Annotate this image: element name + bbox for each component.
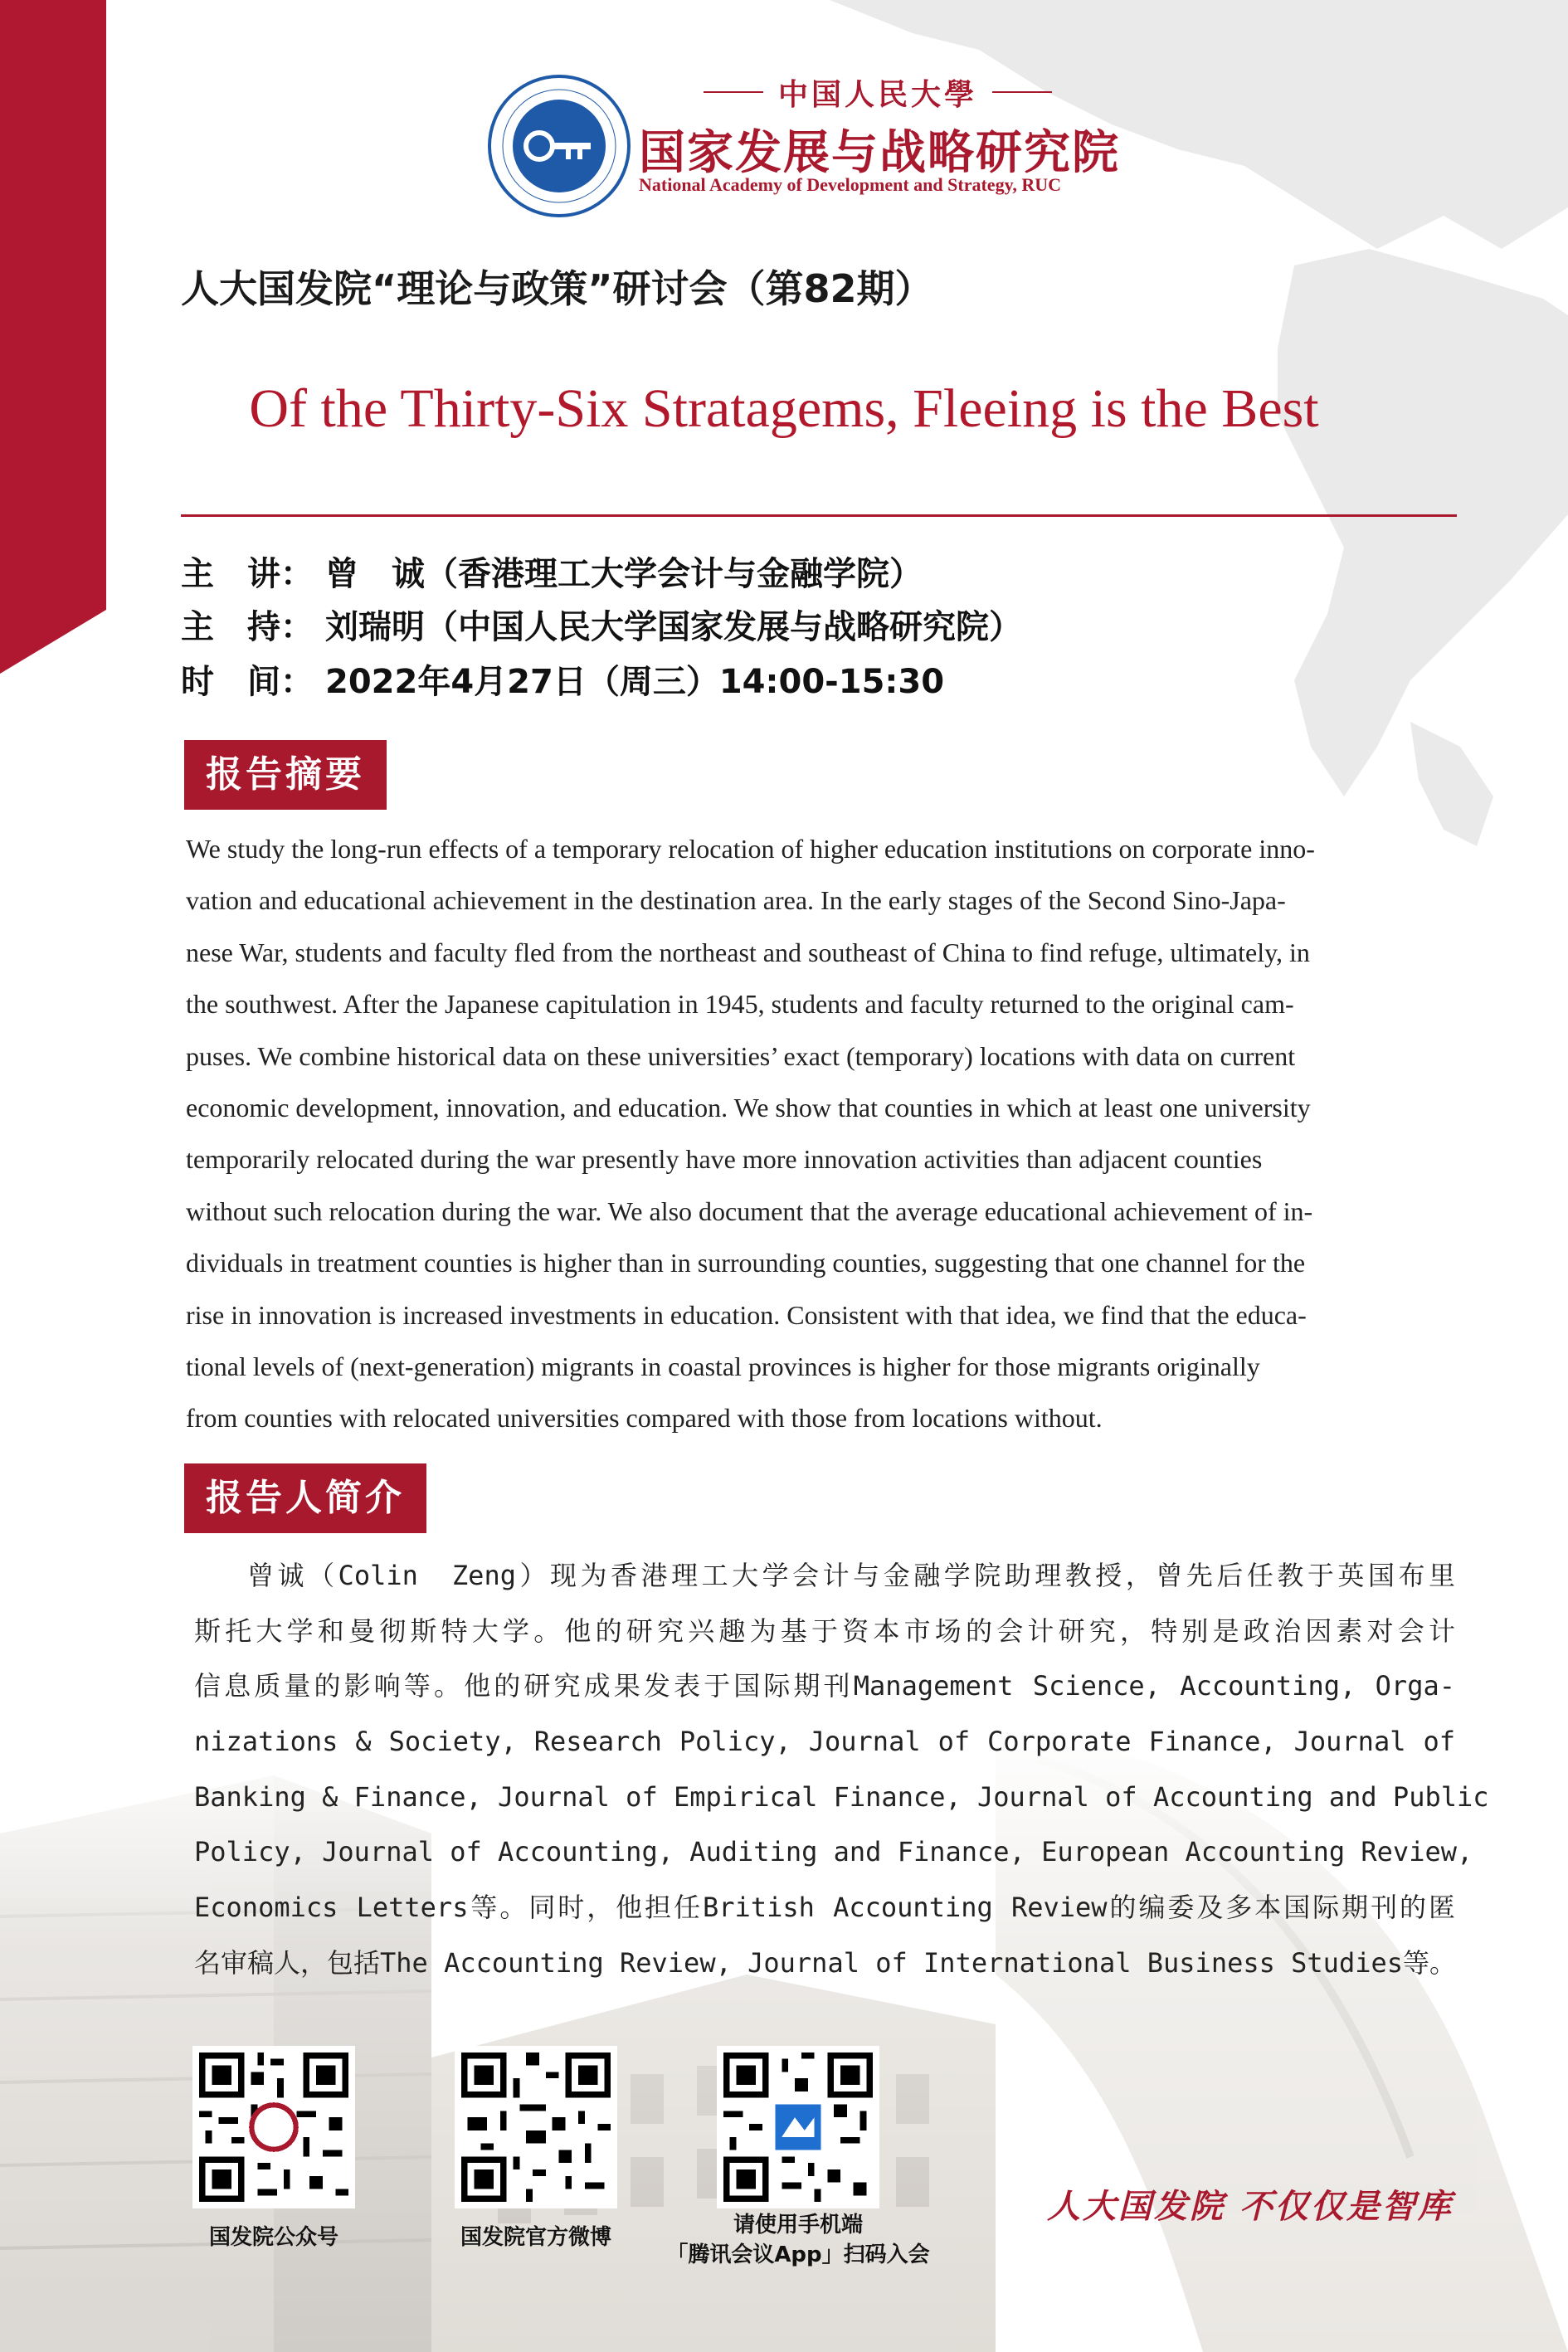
decor-line-left: [704, 91, 763, 93]
bio-line: Policy, Journal of Accounting, Auditing and Finance, European Accounting Review,: [194, 1836, 1473, 1868]
think-tank-seal-logo: [486, 73, 632, 219]
red-side-bar: [0, 0, 106, 674]
academy-name-cn: 国家发展与战略研究院: [639, 125, 1120, 180]
qr-caption-tencent-meeting: [664, 2210, 933, 2270]
abstract-line: economic development, innovation, and education. We show that counties in which at least one university: [186, 1092, 1311, 1122]
host-label: 主 持：: [181, 608, 314, 646]
bio-line: 名审稿人，包括The Accounting Review, Journal of International Business Studies等。: [194, 1946, 1457, 1979]
university-name: 中国人民大學: [778, 76, 978, 112]
qr-caption-wechat: 国发院公众号: [208, 2225, 338, 2250]
seminar-series-title: 人大国发院“理论与政策”研讨会（第82期）: [181, 266, 933, 311]
bio-body: [194, 1548, 1489, 1991]
bio-line: 斯托大学和曼彻斯特大学。他的研究兴趣为基于资本市场的会计研究，特别是政治因素对会计: [194, 1614, 1455, 1647]
time-value: 2022年4月27日（周三）14:00-15:30: [325, 663, 945, 701]
abstract-body: [186, 823, 1447, 1444]
qr-caption-weibo: 国发院官方微博: [460, 2225, 611, 2250]
qr-code-wechat[interactable]: [192, 2046, 355, 2208]
abstract-line: tional levels of (next-generation) migrants in coastal provinces is higher for those migrants originally: [186, 1351, 1260, 1381]
speaker-label: 主 讲：: [181, 555, 314, 593]
abstract-line: nese War, students and faculty fled from the northeast and southeast of China to find refuge, ultimately, in: [186, 937, 1310, 967]
qr-caption-line1: 请使用手机端: [733, 2213, 863, 2238]
abstract-line: the southwest. After the Japanese capitulation in 1945, students and faculty returned to the original cam-: [186, 989, 1294, 1020]
qr-code-weibo[interactable]: [455, 2046, 617, 2208]
abstract-line: puses. We combine historical data on these universities’ exact (temporary) locations with data on current: [186, 1040, 1296, 1071]
abstract-line: dividuals in treatment counties is higher than in surrounding counties, suggesting that one channel for the: [186, 1248, 1306, 1278]
slogan: 人大国发院 不仅仅是智库: [1047, 2187, 1454, 2226]
bio-line: nizations & Society, Research Policy, Journal of Corporate Finance, Journal of: [194, 1726, 1455, 1758]
abstract-line: vation and educational achievement in the destination area. In the early stages of the Second Sino-Japa-: [186, 885, 1286, 916]
title-divider: [181, 514, 1457, 517]
university-name-row: [704, 71, 1052, 113]
qr-code-tencent-meeting[interactable]: [717, 2046, 879, 2208]
decor-line-right: [992, 91, 1052, 93]
academy-name-en: National Academy of Development and Strategy, RUC: [639, 174, 1062, 195]
abstract-line: without such relocation during the war. We also document that the average educational achievement of in-: [186, 1195, 1313, 1226]
time-row: [181, 655, 944, 703]
talk-title: Of the Thirty-Six Stratagems, Fleeing is the Best: [249, 378, 1319, 439]
bio-line: 曾诚（Colin Zeng）现为香港理工大学会计与金融学院助理教授，曾先后任教于英国布里: [247, 1560, 1455, 1591]
bio-line: Economics Letters等。同时，他担任British Accounting Review的编委及多本国际期刊的匿: [194, 1892, 1455, 1924]
time-label: 时 间：: [181, 663, 314, 701]
abstract-line: We study the long-run effects of a temporary relocation of higher education institutions on corporate inno-: [186, 834, 1315, 864]
bio-line: Banking & Finance, Journal of Empirical Finance, Journal of Accounting and Public: [194, 1780, 1489, 1813]
speaker-value: 曾 诚（香港理工大学会计与金融学院）: [325, 555, 923, 593]
host-value: 刘瑞明（中国人民大学国家发展与战略研究院）: [325, 608, 1022, 646]
qr-caption-line2: 「腾讯会议App」扫码入会: [666, 2242, 930, 2267]
speaker-row: [181, 548, 923, 595]
bio-heading: 报告人简介: [184, 1463, 426, 1533]
abstract-line: temporarily relocated during the war presently have more innovation activities than adjacent counties: [186, 1144, 1263, 1175]
abstract-line: from counties with relocated universities compared with those from locations without.: [186, 1403, 1103, 1434]
bio-line: 信息质量的影响等。他的研究成果发表于国际期刊Management Science, Accounting, Orga-: [194, 1670, 1455, 1702]
host-row: [181, 601, 1022, 648]
abstract-line: rise in innovation is increased investments in education. Consistent with that idea, we find that the educa-: [186, 1299, 1307, 1330]
abstract-heading: 报告摘要: [184, 740, 387, 810]
